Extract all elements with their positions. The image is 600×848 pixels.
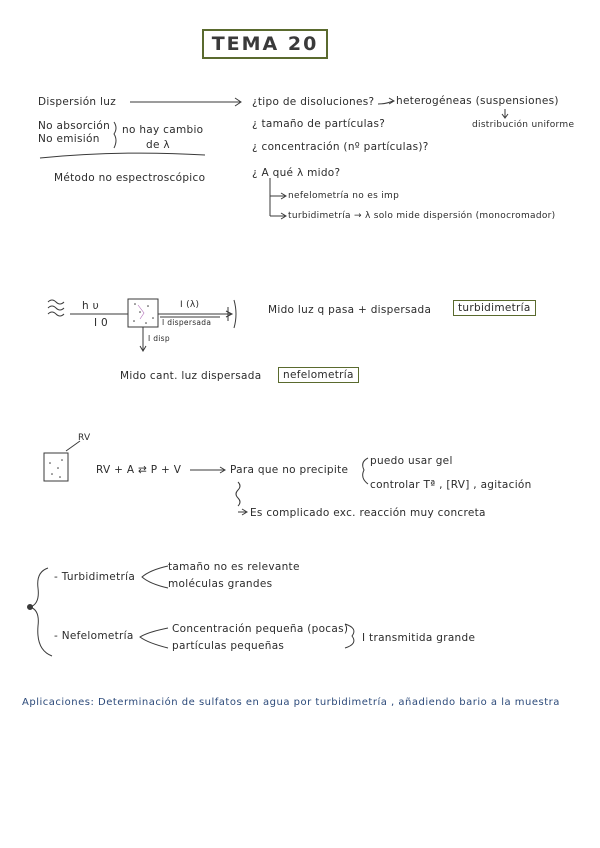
moleculas-label: moléculas grandes: [168, 578, 273, 590]
controlar-label: controlar Tª , [RV] , agitación: [370, 479, 532, 491]
reaction-label: RV + A ⇄ P + V: [96, 464, 182, 476]
page-title: TEMA 20: [211, 33, 319, 55]
turbidimetria-summary: - Turbidimetría: [54, 571, 136, 583]
no-absorcion-label: No absorción: [38, 120, 111, 132]
turbidimetria-line-label: turbidimetría → λ solo mide dispersión (monocromador): [288, 211, 556, 221]
tamano-no-label: tamaño no es relevante: [168, 561, 300, 573]
para-que-label: Para que no precipite: [230, 464, 349, 476]
aplicaciones-label: Aplicaciones: Determinación de sulfatos en agua por turbidimetría , añadiendo bario a la muestra: [22, 697, 560, 708]
distribucion-label: distribución uniforme: [472, 120, 575, 130]
no-hay-cambio-label: no hay cambio: [122, 124, 204, 136]
no-emision-label: No emisión: [38, 133, 100, 145]
io-label: I 0: [94, 317, 109, 329]
concentracion-label: ¿ concentración (nº partículas)?: [252, 141, 429, 153]
i-dispersada-label: I dispersada: [162, 318, 212, 327]
i-transmitida-label: I transmitida grande: [362, 632, 476, 644]
que-lambda-label: ¿ A qué λ mido?: [252, 167, 341, 179]
i-lambda-label: I (λ): [180, 300, 200, 310]
rv-label: RV: [78, 433, 91, 443]
tipo-label: ¿tipo de disoluciones?: [252, 96, 375, 108]
turbidimetria-box: turbidimetría: [453, 300, 536, 316]
dispersion-label: Dispersión luz: [38, 96, 117, 108]
tamano-label: ¿ tamaño de partículas?: [252, 118, 386, 130]
hv-label: h υ: [82, 300, 99, 312]
mido-cant-label: Mido cant. luz dispersada: [120, 370, 262, 382]
conc-peq-label: Concentración pequeña (pocas): [172, 623, 349, 635]
de-lambda-label: de λ: [146, 139, 170, 151]
nefelometria-imp-label: nefelometría no es imp: [288, 191, 400, 201]
part-peq-label: partículas pequeñas: [172, 640, 285, 652]
nefelometria-box: nefelometría: [278, 367, 359, 383]
mido-pasa-label: Mido luz q pasa + dispersada: [268, 304, 432, 316]
nefelometria-summary: - Nefelometría: [54, 630, 134, 642]
i-disp-label: I disp: [148, 334, 170, 343]
complicado-label: Es complicado exc. reacción muy concreta: [250, 507, 486, 519]
metodo-label: Método no espectroscópico: [54, 172, 206, 184]
heterogeneas-label: heterogéneas (suspensiones): [396, 95, 559, 107]
puedo-usar-label: puedo usar gel: [370, 455, 453, 467]
